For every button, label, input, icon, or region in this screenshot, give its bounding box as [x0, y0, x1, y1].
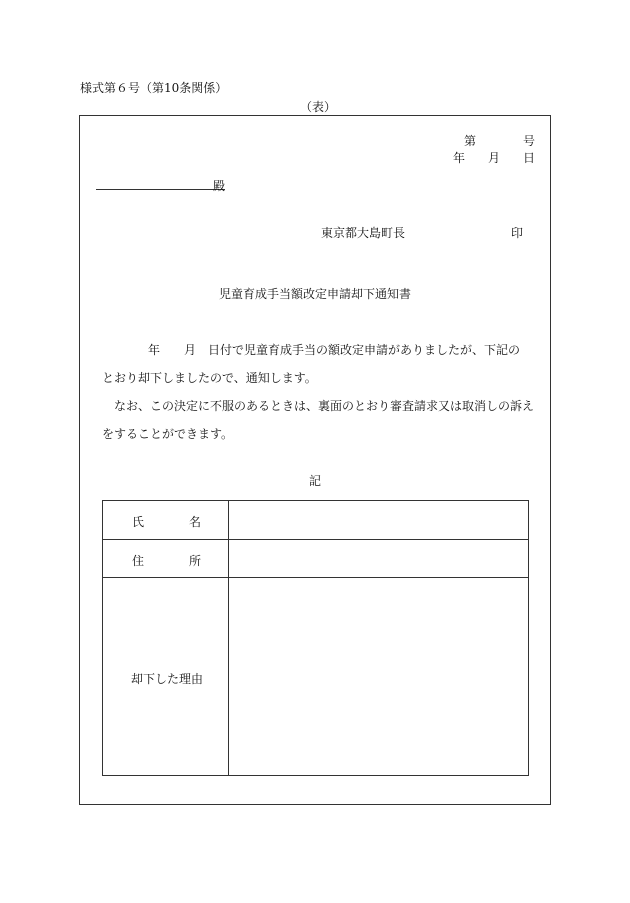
document-title: 児童育成手当額改定申請却下通知書 — [218, 287, 411, 301]
reason-label: 却下した理由 — [131, 672, 204, 686]
body-month-label: 月 — [184, 343, 197, 357]
name-label-first: 氏 — [132, 515, 145, 529]
body-paragraph2-line1: なお、この決定に不服のあるときは、裏面のとおり審査請求又は取消しの訴え — [114, 399, 535, 413]
side-label: （表） — [300, 100, 337, 114]
address-label-cell — [103, 540, 229, 577]
addressee-honorific: 殿 — [213, 179, 226, 193]
table-row-reason — [103, 578, 528, 775]
date-day-label: 日 — [523, 151, 536, 165]
document-number-suffix: 号 — [523, 134, 536, 148]
table-row-name — [103, 501, 528, 540]
form-number: 様式第６号（第10条関係） — [80, 81, 228, 95]
details-table — [102, 500, 529, 776]
date-month-label: 月 — [488, 151, 501, 165]
body-paragraph2-line2: をすることができます。 — [102, 427, 234, 441]
body-paragraph1-line1: 日付で児童育成手当の額改定申請がありましたが、下記の — [208, 343, 521, 357]
addressee-blank-line — [96, 189, 225, 190]
reason-value-cell[interactable] — [229, 578, 528, 775]
address-label-second: 所 — [189, 554, 202, 568]
date-year-label: 年 — [453, 151, 466, 165]
seal-mark: 印 — [511, 226, 524, 240]
address-value-cell[interactable] — [229, 540, 528, 577]
name-value-cell[interactable] — [229, 501, 528, 539]
table-row-address — [103, 540, 528, 578]
issuer-name: 東京都大島町長 — [321, 226, 406, 240]
document-number-prefix: 第 — [464, 134, 477, 148]
record-mark: 記 — [308, 474, 321, 488]
address-label-first: 住 — [132, 554, 145, 568]
body-year-label: 年 — [148, 343, 161, 357]
name-label-cell — [103, 501, 229, 539]
name-label-second: 名 — [189, 515, 202, 529]
body-paragraph1-line2: とおり却下しましたので、通知します。 — [102, 371, 317, 385]
reason-label-cell — [103, 578, 229, 775]
